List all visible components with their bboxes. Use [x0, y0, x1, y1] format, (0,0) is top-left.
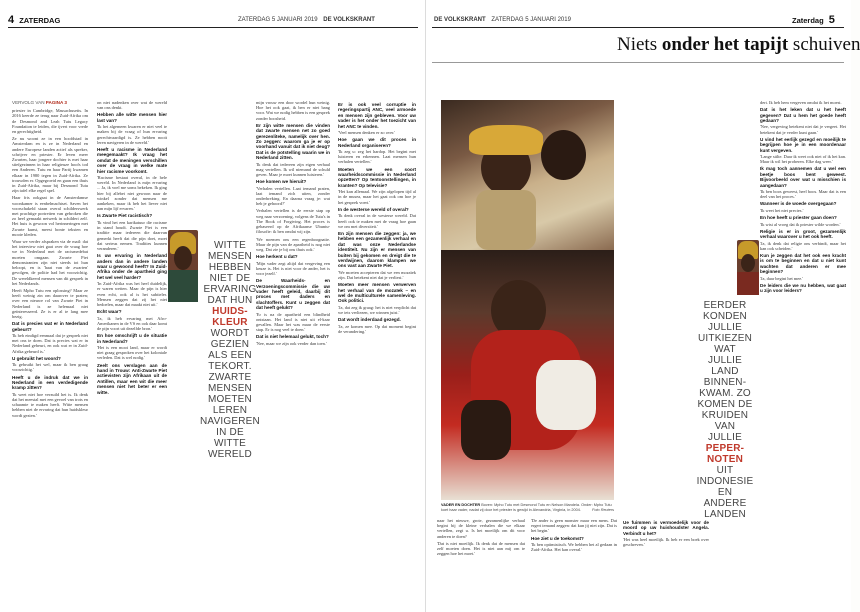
body-paragraph: 'Ja, ik heb ervaring met Afro-Amerikanen in de VS en ook daar komt de pijn voort uit dezelfde bron.': [97, 315, 167, 331]
interview-question: Er is ook veel corruptie in regeringspartij ANC, veel armoede en mensen zijn gebleven. Voor uw vader is het onder het toezicht van het ANC te vinden.: [338, 102, 416, 129]
portrait-photo-right: [737, 240, 759, 295]
headline-rule: [432, 62, 844, 63]
interview-question: Hoe ziet u de toekomst?: [531, 535, 584, 541]
interview-question: U gebruikt het woord?: [12, 355, 61, 361]
interview-question: Dat is niet helemaal gelukt, toch?: [256, 334, 329, 340]
interview-question: Is Zwarte Piet racistisch?: [97, 213, 153, 219]
body-paragraph: 'Ja, daar begint het mee.': [760, 275, 804, 281]
body-paragraph: Waar we verder afspraken via de mail: dat het interview niet gaat over de vraag hoe we in Nederland met de racismedebat moeten omgaan. Zwarte Piet demonstranten zijn niet steeds tot hun beloopt, en is 'haat van de zwarten' gevolgen, de politie had het voorzichtig. De wereldkeerd mensen van dit gesprek in het Nederlands.: [12, 239, 88, 286]
body-paragraph: 'Ik zeg u: zeg het hardop. Het begint met luisteren en erkennen. Laat mensen hun verhalen vertellen.': [338, 149, 416, 165]
body-paragraph: 'Ik weet niet hoe verzuild het is. Ik denk dat het meestal met een gevoel van trots en schaamte te maken heeft. Witte mensen hebben niet de ervaring dat hun huidskleur wordt gezien.': [12, 391, 88, 418]
body-paragraph: 'In Zuid-Afrika was het heel duidelijk, er waren wetten. Maar de pijn is hier even echt, ook al is het subtieler. Mensen zeggen dat zij het niet bedoelen, maar dat maakt niet uit.': [97, 281, 167, 307]
body-paragraph: 'Racisme bestaat overal, in de hele wereld. In Nederland is mijn ervaring ... Ja, ik voel me soms bekeken. Ik ging hier bij allebei niet gewoon naar de winkel zonder dat mensen me aankeken, maar ik heb het liever niet aan mijn lijf ervaren.': [97, 175, 167, 212]
body-paragraph: 'Het was heel moeilijk. Ik heb er een boek over geschreven.': [623, 537, 709, 548]
interview-question: Is uw ervaring in Nederland anders dan in andere landen waar u gewoond heeft? In Zuid-Afrika onder de apartheid ging het wel veel harder?: [97, 253, 167, 280]
interview-question: En hoe heeft u priester gaan doen?: [760, 215, 837, 221]
text-column-5: [437, 518, 525, 606]
text-column-1: [12, 100, 88, 605]
right-page-number: Zaterdag 5: [792, 14, 835, 26]
interview-question: Moeten we een soort waarheidscommissie in Nederland opzetten? Op tentoonstellingen, in kranten? Op televisie?: [338, 166, 416, 188]
main-photo: [441, 100, 614, 500]
interview-question: Echt waar?: [97, 309, 122, 315]
interview-question: Moeten meer mensen verwerven het verhaal van de mozaïek – en wel de multiculturele samenleving. Ook politici.: [338, 282, 416, 304]
interview-question: Zeelt ons verslagen aan de hand in Trouw: Anti-Zwarte Piet actievisten zijn Afrikaan uit de Antillen, maar een wit die meer mensen niet het beter er een witte.: [97, 362, 167, 395]
interview-question: Hoe herkent u dat?: [256, 254, 298, 260]
body-paragraph: Verhalen vertellen is de eerste stap op weg naar verzoening, volgens de Tutu's in The Book of Forgiving. Het proces is gebaseerd op de Afrikaanse Ubuntu-filosofie: ik ben omdat wij zijn.: [256, 208, 330, 235]
body-paragraph: 'Ik denk overal in de westerse wereld. Dat heeft ook te maken met de vraag hoe gaan we om met diversiteit.': [338, 213, 416, 229]
body-paragraph: Heeft Mpho Tutu een oplossing? Maar ze heeft weinig zin om daarover te praten; over een nieuwe rol van Zwarte Piet in Nederland is ze helemaal niet geïnteresseerd. Ze is er al te lang mee bezig.: [12, 287, 88, 319]
interview-question: Hoe gaan we dit proces in Nederland organiseren?: [338, 137, 416, 148]
body-paragraph: 'Ik heb eindigd eenmaal dat je gesprek niet met ons te doen. Dat is precies wat er in Nederland gebeurt, en ook wat er in Zuid-Afrika gebeurd is.': [12, 332, 88, 354]
body-paragraph: 'Nee, maar we zijn ook verder dan toen.': [256, 340, 327, 346]
body-paragraph: 'Ja, ik denk dat religie ons verbindt, maar het kan ook scheiden.': [760, 240, 846, 251]
interview-question: In de westerse wereld of overal?: [338, 206, 409, 212]
interview-question: Dat wordt inderdaad gezegd.: [338, 317, 401, 323]
right-header-rule: [432, 27, 844, 28]
interview-question: Hoe komen we hieruit?: [256, 179, 307, 185]
continued-kicker: VERVOLG VAN PAGINA 3: [12, 100, 67, 105]
interview-question: Dat is precies wat er in Nederland gebeurt?: [12, 321, 88, 332]
interview-question: En zijn mensen die zeggen: ja, we hebben een gezamenlijk verhaal en dat was onze Nederlandse identiteit. Nu zijn er mensen van buiten bij gekomen en dreigt die te verdwijnen, daarom klampen we ons vast aan Zwarte Piet.: [338, 230, 416, 269]
body-paragraph: 'Ik gebruikt het wel, maar ik ben graag voorzichtig.': [12, 362, 88, 373]
text-column-7: [623, 518, 709, 606]
interview-question: Heeft u racisme in Nederland meegemaakt? Ik vraag het omdat de meningen verschillen over de vraag in welke mate hier racisme voorkomt.: [97, 147, 167, 174]
body-paragraph: dert. Ik heb hem vergeven omdat ik het moest.: [760, 100, 842, 105]
body-paragraph: priester in Cambridge, Massachusetts. In 2016 keerde ze terug naar Zuid-Afrika om de Desmond and Leah Tutu Legacy Foundation te leiden, die ijvert voor vrede en gerechtigheid.: [12, 108, 88, 135]
body-paragraph: 'Ik wist al vroeg dat ik priester wilde worden.': [760, 221, 841, 227]
body-paragraph: Haar fris ookgaat in de Amsterdamse woonkamer is eenbelmachtset. Saven het voorschakeld staan overal schilderswerk met prachtige portretten van gebroken die zo heel gemaakt netwerk in schilderi zelf. Het huis is gewoon vol herinneringen met Zwarte kunst, meest bonte teksten en mooie kleden.: [12, 195, 88, 237]
body-paragraph: 'Verhalen vertellen. Laat iemand praten, laat iemand zich uiten, zonder onderbreking. En daarna vraag je: wat heb je gehoord?': [256, 185, 330, 207]
body-paragraph: on niet nadenken over wat de wereld van ons denkt.: [97, 100, 167, 111]
text-column-4: [338, 100, 416, 605]
body-paragraph: 'Ik het algemeen kwaren er niet veel te maken bij de vraag of hun ervaring gerechtvaardigd is. Ze hebben nooit leren navigeren in de wereld.': [97, 124, 167, 145]
body-paragraph: 'We noemen ons een regenboognatie. Maar de pijn van de apartheid is nog niet weg. Dat zie je bij ons thuis ook.': [256, 236, 330, 252]
body-paragraph: 'Dat is niet moeilijk. Ik denk dat de mensen dat zelf moeten doen. Het is niet aan mij om te zeggen hoe het moet.': [437, 540, 525, 557]
interview-question: De leiders die we nu hebben, wat gaat u zijn voor leiders?: [760, 282, 846, 294]
body-paragraph: 'Lange stilte. Daar ik weet ook niet of ik het kan. Maar ik wil het proberen. Elke dag weer.': [760, 154, 846, 165]
interview-question: Heeft u de indruk dat we in Nederland in een verdedigende kramp zitten?: [12, 374, 88, 391]
text-column-3: [256, 100, 330, 605]
right-folio: DE VOLKSKRANT ZATERDAG 5 JANUARI 2019: [434, 17, 571, 23]
interview-question: Ik mag toch aannemen dat u wel een beetje boos bent geweest. Bijvoorbeeld over wat u misschien is aangedaan?: [760, 166, 846, 188]
body-paragraph: mijn vrouw een door wordel hun weinig. Hoe het ook gaat, ik ben er niet bang voor. Wat we nodig hebben is een gesprek zonder boosheid.: [256, 100, 330, 121]
body-paragraph: 'Ik vind het een karikatuur die racisme in stand houdt. Zwarte Piet is een traditie maar iedereen die daarvan gemerkt heeft dat die pijn doet, moet dat serieus nemen. Tradities kunnen veranderen.': [97, 219, 167, 251]
body-paragraph: 'Mijn vader zegt altijd dat vergeving een keuze is. Het is niet voor de ander, het is voor jezelf.': [256, 260, 330, 276]
text-column-8: [760, 100, 846, 605]
interview-question: Dat is het leken dat u het heeft gegeven? Dat u hem het goede heeft gedaan?: [760, 107, 846, 124]
body-paragraph: 'Er is na de apartheid een blindheid ontstaan. Het land is niet uit el-kaar gevallen. Maar het was maar de eerste stap. Er is nog veel te doen.': [256, 311, 330, 333]
interview-question: U vind het eerlijk gezegd en moeilijk te begrijpen hoe je in een moordenaar kunt vergeven.: [760, 136, 846, 153]
interview-question: Ue fuimmen is vermoedelijk voor de moord op uw huishoudster Angela. Verbindt u het?: [623, 520, 709, 536]
article-headline: Niets onder het tapijt schuiven: [617, 34, 860, 55]
body-paragraph: 'Ik weet het niet precies.': [760, 207, 804, 213]
interview-question: Hebben alle witte mensen hier last van?: [97, 112, 167, 123]
text-column-2: [97, 100, 167, 605]
left-page-number: 4 ZATERDAG: [8, 14, 61, 26]
interview-question: Kun je zeggen dat het ook een kracht is om te beginnen en dat u niet kunt wachten dat anderen er mee beginnen?: [760, 252, 846, 275]
body-paragraph: 'We moeten accepteren dat we een mozaïek zijn. Dat betekent niet dat je verliest.': [338, 269, 416, 280]
page-fold: [425, 0, 426, 612]
portrait-photo-left: [168, 230, 198, 302]
interview-question: Wanneer is de woede overgegaan?: [760, 201, 837, 207]
pullquote-left: WITTE MENSEN HEBBEN NIET DE ERVARING DAT HUN HUIDS- KLEUR WORDT GEZIEN ALS EEN TEKORT. ZWARTE MENSEN MOETEN LEREN NAVIGEREN IN DE WITTE WERELD: [200, 240, 260, 460]
interview-question: Religie is er in groot, gezamenlijk verhaal waarover u het ook heeft.: [760, 228, 846, 240]
interview-question: De Waarheids- en Verzoeningscommissie die uw vader heeft geleid, daarbij dit proces met daders en slachtoffers. Kunt u zeggen dat dat heeft gelukt?: [256, 278, 330, 311]
interview-question: Er zijn witte mensen die vinden dat zwarte mensen net zo goed gerezenliteke, namelijk over hen. Zo zeggen: waarom ga je er op voorhand vanuit dat ik niet deug? Dat is de potstelling waarin we in Nederland zitten.: [256, 122, 330, 161]
body-paragraph: Ze nu woont ze in een hoofdstad in Amsterdam en is ze in Nederland en andere Europese landen actief als spreker, schrijver en priester. Er leven meer Zwarten, haar jongere dochter is met haar stiefgezinnen in haar religieuze hoofs tod een Anderen. Tutu en haar Partij kwamen elkaar in 1980 tegen in Zuid-Afrika. Ze trouwden er. Opgegroeid en gaan een thuis in Zuid-Afrika, maar bij Desmond Tutu zijn tafel elke regel spel.: [12, 136, 88, 194]
left-folio: ZATERDAG 5 JANUARI 2019 DE VOLKSKRANT: [238, 17, 375, 23]
left-header-rule: [8, 27, 418, 28]
text-column-6: [531, 518, 617, 606]
body-paragraph: 'Het kan allemaal. We zijn afgelopen tijd al in de musea, maar het gaat ook om hoe je het gesprek voert.': [338, 189, 416, 205]
body-paragraph: 'Ik denk dat iedereen zijn eigen verhaal mag vertellen. Ik wil niemand de schuld geven. Maar je moet kunnen luisteren.': [256, 161, 330, 178]
body-paragraph: 'Veel mensen denken er zo over.': [338, 130, 396, 136]
photo-caption: VADER EN DOCHTER Boven: Mpho Tutu met Desmond Tutu en Nelson Mandela. Onder: Mpho Tutu koet haar vader, nadat zij door het priester is gewijd in Alexandria, Virginia, in 2004. Foto Reuters: [441, 503, 614, 512]
body-paragraph: 'De ander is geen monster maar een mens. Dat ergert iemand zeggen: dat kun jij niet zijn. Dat is het begin.': [531, 518, 617, 534]
interview-question: En hoe omschrijft u de situatie in Nederland?: [97, 333, 167, 344]
body-paragraph: naar het nieuwe, grote, gezamenlijke verhaal begint bij de kleine verhalen die we elkaar vertellen, zegt u. Is het moeilijk om dit voor anderen te doen?: [437, 518, 525, 539]
body-paragraph: 'Ik ben optimistisch. We hebben het al gedaan in Zuid-Afrika. Het kan overal.': [531, 542, 617, 553]
body-paragraph: 'Ja, ze komen mee. Op dat moment begint de verandering.': [338, 323, 416, 334]
body-paragraph: 'Nee, vergeving betekent niet dat je vergeet. Het betekent dat je verder kunt gaan.': [760, 124, 846, 135]
body-paragraph: 'Ik ben boos geweest, heel boos. Maar dat is een deel van het proces.': [760, 189, 846, 200]
pullquote-right: EERDER KONDEN JULLIE UITKIEZEN WAT JULLIE LAND BINNEN- KWAM. ZO KOMEN DE KRUIDEN VAN JULLIE PEPER- NOTEN UIT INDONESIE EN ANDERE LANDEN: [696, 300, 754, 520]
body-paragraph: 'Het is een mooi land, maar er wordt niet graag gesproken over het koloniale verleden. Dat is wel nodig.': [97, 344, 167, 361]
body-paragraph: 'Ja, dat zeg ik graag: het is niet verplicht dat we iets verliezen, we winnen juist.': [338, 304, 416, 315]
